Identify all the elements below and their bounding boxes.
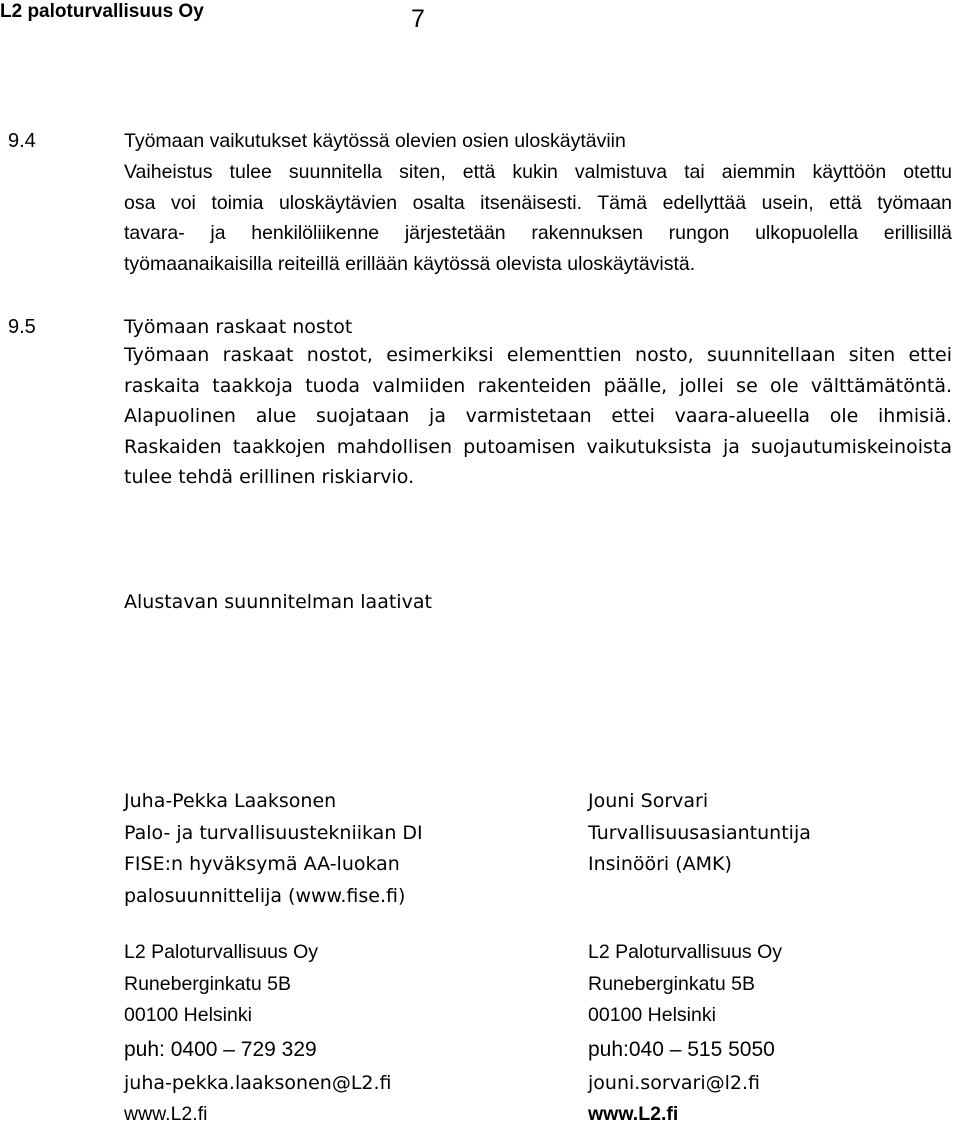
section-9-4-paragraph <box>124 157 952 279</box>
paragraph-line: raskaita taakkoja tuoda valmiiden rakenteiden päälle, jollei se ole välttämätöntä. <box>124 374 952 397</box>
authors-heading: Alustavan suunnitelman laativat <box>124 591 432 613</box>
author-title: Turvallisuusasiantuntija <box>588 821 811 844</box>
author-left-contact <box>124 937 392 1131</box>
section-9-4-number: 9.4 <box>8 130 36 152</box>
website: www.L2.fi <box>588 1103 679 1125</box>
street-address: Runeberginkatu 5B <box>124 972 291 995</box>
paragraph-line: tulee tehdä erillinen riskiarvio. <box>124 466 415 488</box>
section-9-4-title: Työmaan vaikutukset käytössä olevien osien uloskäytäviin <box>124 130 626 152</box>
paragraph-line: tavara- ja henkilöliikenne järjestetään rakennuksen rungon ulkopuolella erillisillä <box>124 222 952 244</box>
author-title: Insinööri (AMK) <box>588 853 732 875</box>
company-name: L2 Paloturvallisuus Oy <box>124 941 319 963</box>
header-company-name: L2 paloturvallisuus Oy <box>0 1 204 22</box>
section-9-5-number: 9.5 <box>8 316 36 338</box>
street-address: Runeberginkatu 5B <box>588 972 755 995</box>
author-right-contact <box>588 937 782 1131</box>
paragraph-line: Raskaiden taakkojen mahdollisen putoamisen vaikutuksista ja suojautumiskeinoista <box>124 435 952 458</box>
website: www.L2.fi <box>124 1103 208 1125</box>
author-name: Juha-Pekka Laaksonen <box>124 790 337 812</box>
city-address: 00100 Helsinki <box>124 1004 252 1026</box>
paragraph-line: Työmaan raskaat nostot, esimerkiksi elementtien nosto, suunnitellaan siten ettei <box>124 344 952 366</box>
paragraph-line: Vaiheistus tulee suunnitella siten, että kukin valmistuva tai aiemmin käyttöön otettu <box>124 161 952 183</box>
author-left-block <box>124 786 423 912</box>
author-title: Palo- ja turvallisuustekniikan DI <box>124 821 423 844</box>
city-address: 00100 Helsinki <box>588 1004 716 1026</box>
email-address: jouni.sorvari@l2.fi <box>588 1071 760 1094</box>
author-title: FISE:n hyväksymä AA-luokan <box>124 853 400 875</box>
paragraph-line: työmaanaikaisilla reiteillä erillään käytössä olevista uloskäytävistä. <box>124 252 696 275</box>
phone-number: puh:040 – 515 5050 <box>588 1037 775 1061</box>
email-address: juha-pekka.laaksonen@L2.fi <box>124 1071 392 1094</box>
author-right-block <box>588 786 811 881</box>
author-title: palosuunnittelija (www.fise.fi) <box>124 884 406 907</box>
section-9-5-title: Työmaan raskaat nostot <box>124 316 353 338</box>
author-name: Jouni Sorvari <box>588 790 709 812</box>
page-number: 7 <box>411 5 425 33</box>
company-name: L2 Paloturvallisuus Oy <box>588 941 783 963</box>
phone-number: puh: 0400 – 729 329 <box>124 1037 317 1061</box>
section-9-5-paragraph <box>124 340 952 493</box>
paragraph-line: Alapuolinen alue suojataan ja varmistetaan ettei vaara-alueella ole ihmisiä. <box>124 405 952 427</box>
paragraph-line: osa voi toimia uloskäytävien osalta itsenäisesti. Tämä edellyttää usein, että työmaan <box>124 191 952 214</box>
